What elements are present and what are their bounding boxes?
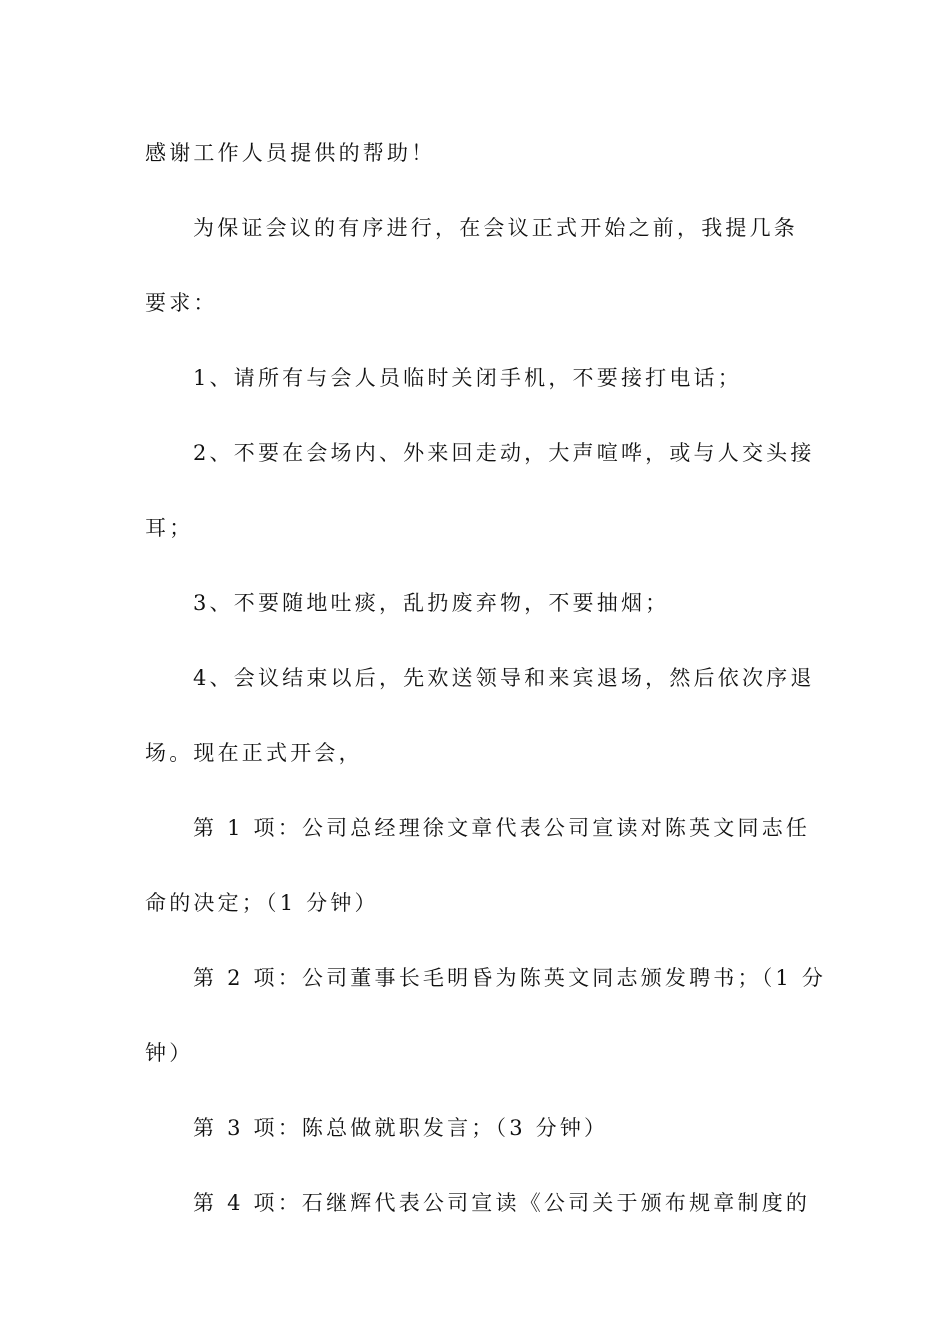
paragraph-line: 场。现在正式开会，	[145, 741, 363, 765]
paragraph-line: 为保证会议的有序进行，在会议正式开始之前，我提几条	[193, 216, 798, 240]
agenda-item: 第 4 项：石继辉代表公司宣读《公司关于颁布规章制度的	[193, 1191, 811, 1215]
paragraph-line: 命的决定；（1 分钟）	[145, 891, 379, 915]
agenda-item: 第 3 项：陈总做就职发言；（3 分钟）	[193, 1116, 609, 1140]
paragraph-line: 要求：	[145, 291, 218, 315]
agenda-item: 第 2 项：公司董事长毛明昏为陈英文同志颁发聘书；（1 分	[193, 966, 827, 990]
list-item: 2、不要在会场内、外来回走动，大声喧哗，或与人交头接	[193, 441, 815, 465]
list-item: 1、请所有与会人员临时关闭手机，不要接打电话；	[193, 366, 742, 390]
paragraph-line: 感谢工作人员提供的帮助！	[145, 141, 436, 165]
paragraph-line: 钟）	[145, 1041, 194, 1065]
list-item: 3、不要随地吐痰，乱扔废弃物，不要抽烟；	[193, 591, 670, 615]
agenda-item: 第 1 项：公司总经理徐文章代表公司宣读对陈英文同志任	[193, 816, 811, 840]
paragraph-line: 耳；	[145, 516, 194, 540]
list-item: 4、会议结束以后，先欢送领导和来宾退场，然后依次序退	[193, 666, 815, 690]
